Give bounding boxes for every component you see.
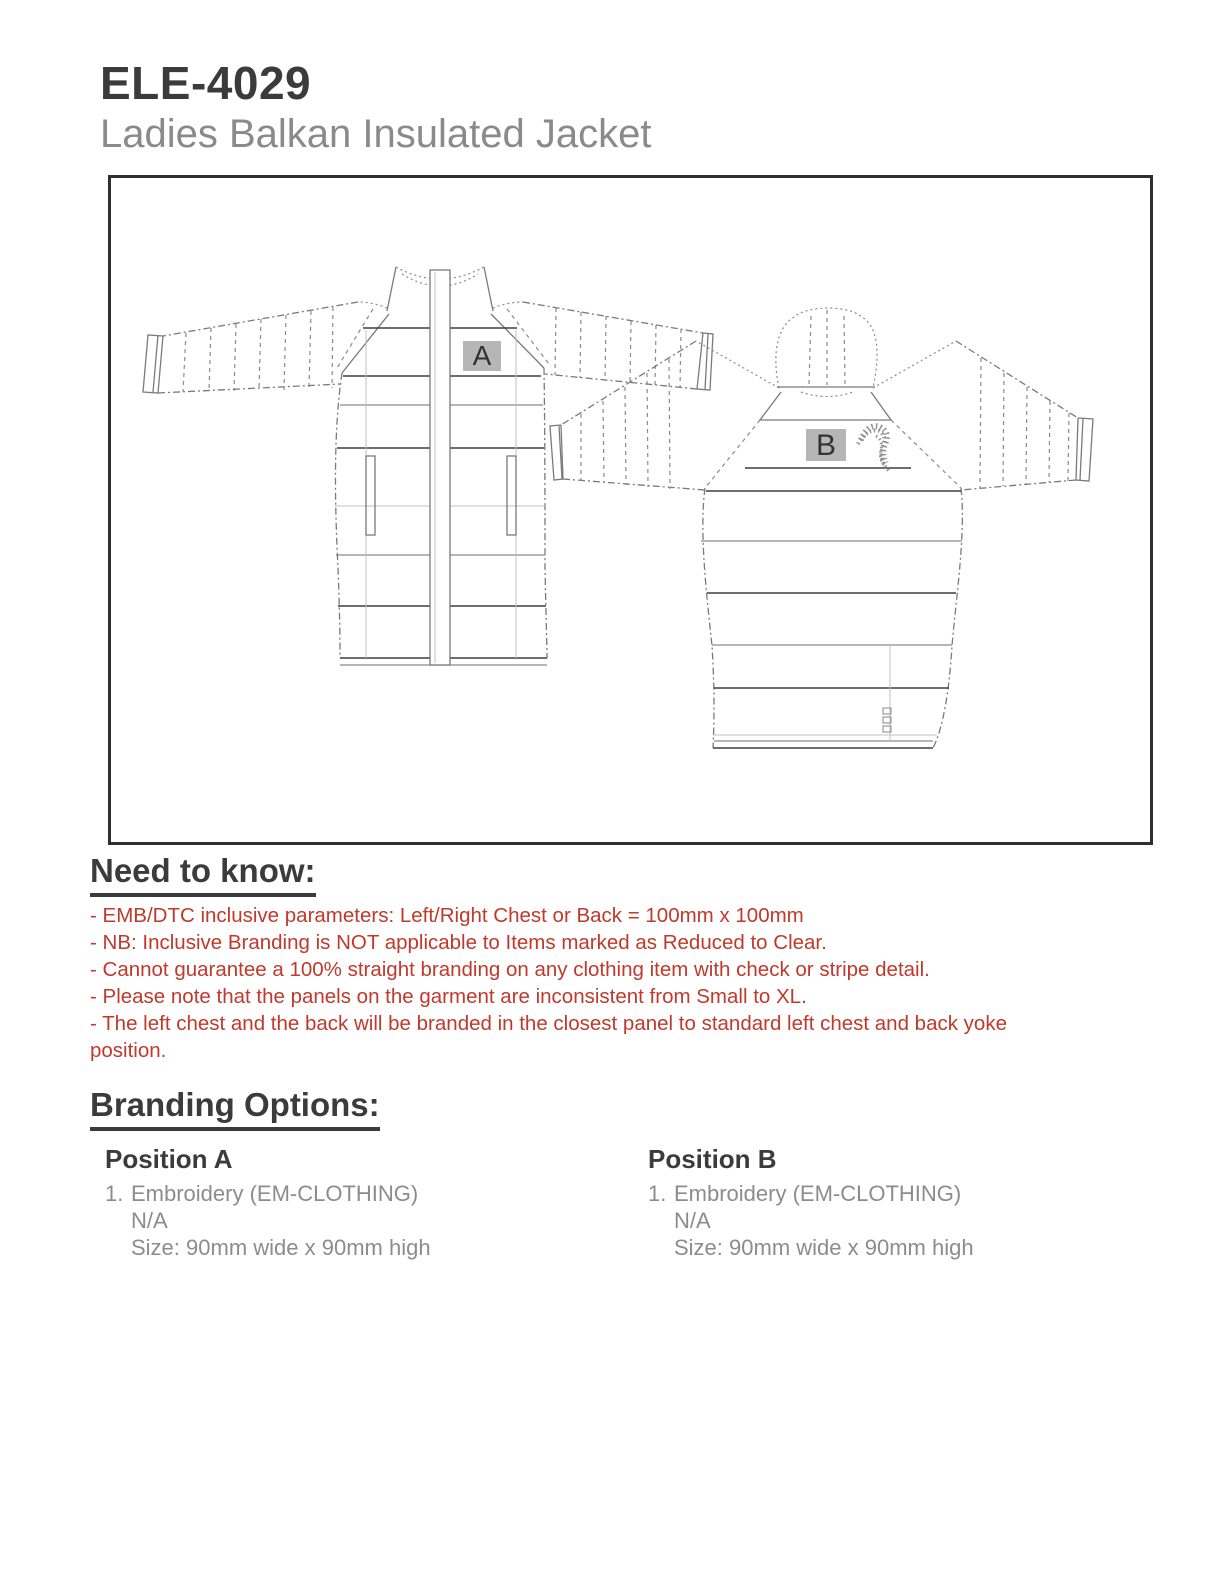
hood-seams <box>809 310 845 385</box>
position-a-size: Size: 90mm wide x 90mm high <box>131 1235 431 1260</box>
product-code-title: ELE-4029 <box>100 57 312 109</box>
front-zip-placket <box>430 270 450 665</box>
position-a-title: Position A <box>105 1144 233 1174</box>
position-b-method: Embroidery (EM-CLOTHING) <box>674 1181 962 1206</box>
position-b-title: Position B <box>648 1144 777 1174</box>
front-right-pocket <box>507 456 516 535</box>
branding-options-heading: Branding Options: <box>90 1086 380 1131</box>
back-view-sketch <box>550 308 1093 748</box>
back-left-sleeve-quilt <box>581 359 670 489</box>
position-a-note: N/A <box>131 1208 168 1233</box>
embroidery-speckle-graphic <box>858 426 889 471</box>
back-quilt-lines <box>701 468 962 735</box>
need-to-know-item: - NB: Inclusive Branding is NOT applicable to Items marked as Reduced to Clear. <box>90 931 827 954</box>
garment-technical-drawing <box>111 178 1150 842</box>
need-to-know-item: - Please note that the panels on the garment are inconsistent from Small to XL. <box>90 985 807 1008</box>
position-a-method: Embroidery (EM-CLOTHING) <box>131 1181 419 1206</box>
position-a-column <box>105 1146 625 1261</box>
need-to-know-list <box>90 902 1080 1064</box>
garment-diagram-frame <box>108 175 1153 845</box>
front-left-pocket <box>366 456 375 535</box>
marker-b-label: B <box>815 429 837 462</box>
front-view-sketch <box>143 267 713 665</box>
position-b-column <box>648 1146 1168 1261</box>
position-b-item-number: 1. <box>648 1181 667 1206</box>
branding-position-a-marker <box>463 340 501 371</box>
position-a-item-number: 1. <box>105 1181 124 1206</box>
position-b-note: N/A <box>674 1208 711 1233</box>
need-to-know-item: - The left chest and the back will be branded in the closest panel to standard left chest and back yoke position. <box>90 1012 1007 1062</box>
need-to-know-item: - EMB/DTC inclusive parameters: Left/Right Chest or Back = 100mm x 100mm <box>90 904 804 927</box>
marker-a-label: A <box>472 340 492 371</box>
branding-position-b-marker <box>806 429 846 462</box>
need-to-know-heading: Need to know: <box>90 852 316 897</box>
position-b-size: Size: 90mm wide x 90mm high <box>674 1235 974 1260</box>
back-right-sleeve-quilt <box>980 358 1069 488</box>
need-to-know-item: - Cannot guarantee a 100% straight branding on any clothing item with check or stripe detail. <box>90 958 930 981</box>
product-name-subtitle: Ladies Balkan Insulated Jacket <box>100 112 652 156</box>
front-right-sleeve-quilt <box>555 308 681 387</box>
